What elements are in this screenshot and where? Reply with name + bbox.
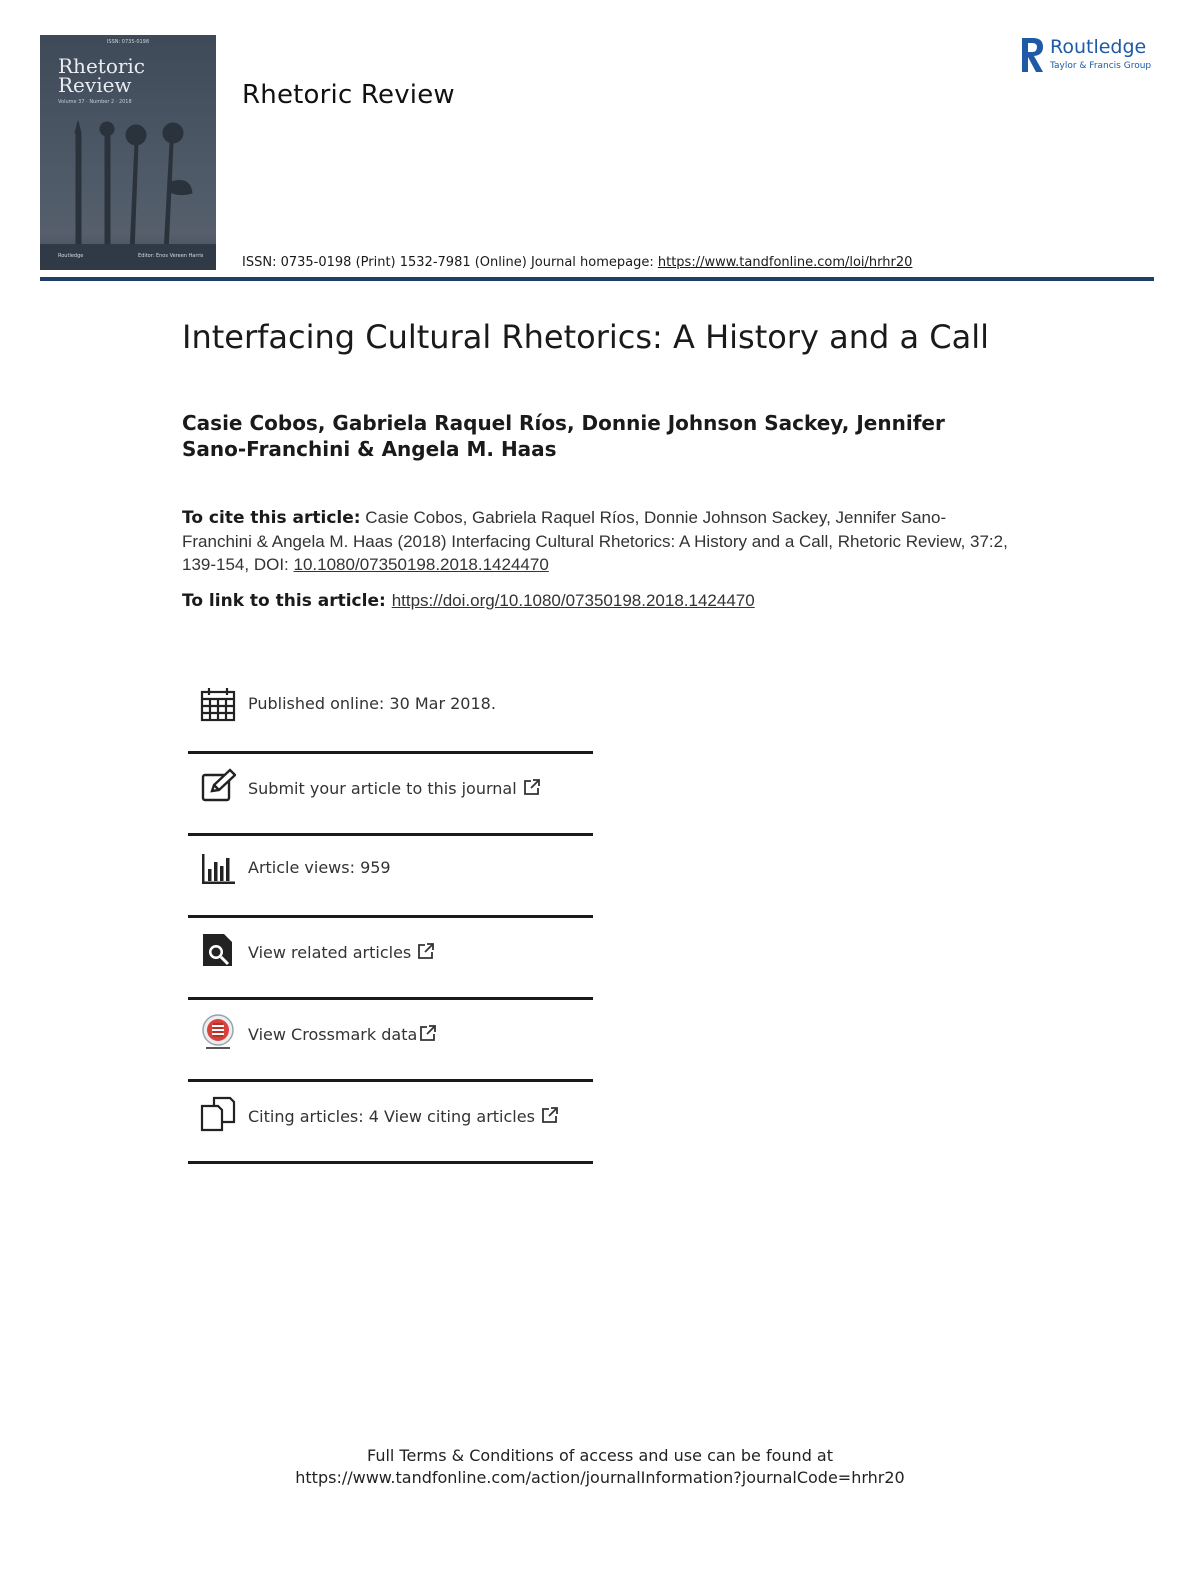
issn-text: ISSN: 0735-0198 (Print) 1532-7981 (Online) Journal homepage: (242, 255, 658, 270)
cite-text: Casie Cobos, Gabriela Raquel Ríos, Donnie Johnson Sackey, Jennifer Sano-Franchini & Angela M. Haas (2018) Interfacing Cultural Rhetorics: A History and a Call, Rhetoric Review, 37:2, 139-154, DOI: (182, 508, 1008, 574)
cover-footer (40, 244, 216, 270)
crossmark-row[interactable] (188, 1000, 593, 1082)
external-link-icon (417, 942, 435, 960)
cover-title-line1: Rhetoric (58, 54, 146, 78)
journal-name: Rhetoric Review (242, 80, 455, 110)
related-articles-label: View related articles (248, 943, 412, 962)
article-title: Interfacing Cultural Rhetorics: A History and a Call (182, 318, 989, 356)
article-views-text: Article views: 959 (248, 858, 391, 877)
crossmark-icon (200, 1014, 236, 1050)
footer-line1: Full Terms & Conditions of access and use can be found at (366, 1446, 834, 1465)
issn-line (242, 255, 912, 270)
cover-title (58, 54, 146, 97)
calendar-icon (200, 686, 236, 722)
article-meta-list (188, 672, 593, 1164)
cover-title-line2: Review (58, 73, 132, 97)
external-link-icon (523, 778, 541, 796)
journal-homepage-link[interactable]: https://www.tandfonline.com/loi/hrhr20 (657, 255, 913, 270)
cover-editor: Editor: Enos Vereen Harris (138, 253, 204, 259)
article-views-row (188, 836, 593, 918)
crossmark-link[interactable] (248, 1024, 437, 1044)
article-authors: Casie Cobos, Gabriela Raquel Ríos, Donnie Johnson Sackey, Jennifer Sano-Franchini & Angela M. Haas (182, 411, 945, 461)
published-online-text: Published online: 30 Mar 2018. (248, 694, 496, 713)
footer-url[interactable]: https://www.tandfonline.com/action/journalInformation?journalCode=hrhr20 (295, 1468, 905, 1487)
cover-issn: ISSN: 0735-0198 (106, 39, 150, 45)
article-url-link[interactable]: https://doi.org/10.1080/07350198.2018.1424470 (391, 591, 755, 610)
external-link-icon (419, 1024, 437, 1042)
edit-icon (200, 768, 236, 804)
logo-name: Routledge (1050, 36, 1147, 58)
external-link-icon (541, 1106, 559, 1124)
cover-artwork (50, 113, 210, 263)
submit-article-label: Submit your article to this journal (248, 779, 517, 798)
citing-articles-row[interactable] (188, 1082, 593, 1164)
logo-subtitle: Taylor & Francis Group (1050, 61, 1152, 71)
journal-cover (40, 35, 216, 270)
related-articles-row[interactable] (188, 918, 593, 1000)
header-divider (40, 277, 1154, 281)
crossmark-label: View Crossmark data (248, 1025, 418, 1044)
routledge-r-icon (1018, 36, 1046, 74)
cover-volume: Volume 37 · Number 2 · 2018 (58, 99, 132, 105)
citation-block (182, 506, 1012, 576)
terms-footer (0, 1445, 1200, 1489)
routledge-logo[interactable] (1018, 36, 1158, 76)
link-label: To link to this article: (182, 591, 392, 611)
article-link-block (182, 589, 1012, 613)
citing-articles-icon (200, 1096, 236, 1132)
submit-article-row[interactable] (188, 754, 593, 836)
related-articles-link[interactable] (248, 942, 435, 962)
bar-chart-icon (200, 850, 236, 886)
cite-label: To cite this article: (182, 508, 361, 528)
submit-article-link[interactable] (248, 778, 541, 798)
cover-publisher: Routledge (58, 253, 84, 259)
citing-articles-link[interactable] (248, 1106, 559, 1126)
citing-articles-label: Citing articles: 4 View citing articles (248, 1107, 535, 1126)
doi-link[interactable]: 10.1080/07350198.2018.1424470 (293, 555, 549, 574)
search-document-icon (200, 932, 236, 968)
published-online-row (188, 672, 593, 754)
